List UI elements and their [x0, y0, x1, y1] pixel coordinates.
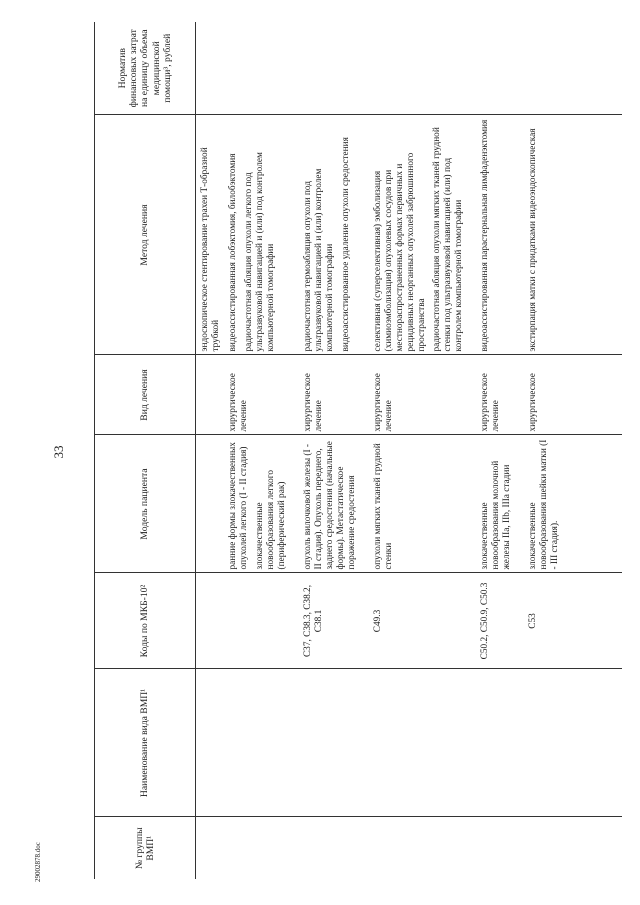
patient-model-cell: [373, 435, 481, 573]
header-vmp-type-name: Наименование вида ВМП¹: [95, 669, 196, 817]
patient-model-cell: [228, 435, 303, 573]
method-text: селективная (суперселективная) эмболизация (химиоэмболизация) опухолевых сосудов при местнораспространенных формах первичных и рецидивных неорганных опухолей забрюшинного пространства: [372, 152, 427, 352]
table-row: [480, 22, 528, 879]
header-group-number: № группы ВМП¹: [95, 817, 196, 879]
treatment-type-cell: хирургическое лечение: [228, 355, 303, 435]
table-row: [303, 22, 373, 879]
header-cost-standard: Норматив финансовых затрат на единицу объема медицинской помощи³, рублей: [95, 22, 196, 115]
method-text: видеоассистированное удаление опухоли средостения: [340, 137, 351, 352]
treatment-type-cell: хирургическое лечение: [303, 355, 373, 435]
method-text: видеоассистированная лобэктомия, билобэктомия: [227, 153, 238, 352]
method-cell: [303, 115, 373, 355]
method-cell: [480, 115, 528, 355]
patient-model-cell: [480, 435, 528, 573]
table-row: [373, 22, 481, 879]
method-text: радиочастотная термоабляция опухоли под ультразвуковой навигацией и (или) контролем компьютерной томографии: [302, 168, 335, 352]
header-icd10-codes: Коды по МКБ-10²: [95, 573, 196, 669]
rotated-table-container: [94, 22, 606, 879]
patient-model-text: злокачественные новообразования шейки матки (I - III стадия).: [528, 439, 561, 570]
patient-model-text: опухоли мягких тканей грудной стенки: [372, 443, 394, 570]
treatment-type-cell: хирургическое лечение: [373, 355, 481, 435]
method-text: экстирпация матки с придатками видеоэндоскопическая: [528, 128, 539, 352]
method-cell: [228, 115, 303, 355]
treatment-type-cell: хирургическое лечение: [480, 355, 528, 435]
patient-model-text: ранние формы злокачественных опухолей легкого (I - II стадия): [227, 442, 249, 570]
patient-model-cell: [528, 435, 622, 573]
icd-code-cell: C50.2, C50.9, C50.3: [480, 573, 528, 669]
method-text: видеоассистированная парастернальная лимфаденэктомия: [480, 119, 491, 352]
method-cell: [373, 115, 481, 355]
patient-model-cell: [303, 435, 373, 573]
vmp-table: [94, 22, 622, 879]
icd-code-cell: C37, C38.3, C38.2, C38.1: [303, 573, 373, 669]
method-text: радиочастотная абляция опухоли легкого под ультразвуковой навигацией и (или) под контролем компьютерной томографии: [243, 152, 276, 352]
method-cell: эндоскопическое стентирование трахеи Т-образной трубкой: [196, 115, 228, 355]
icd-code-cell: [228, 573, 303, 669]
page-number: 33: [51, 445, 66, 459]
header-patient-model: Модель пациента: [95, 435, 196, 573]
patient-model-text: опухоль вилочковой железы (I - II стадия). Опухоль переднего, заднего средостения (начальные формы). Метастатическое поражение средостения: [302, 441, 357, 570]
method-cell: [528, 115, 622, 355]
table-row: [228, 22, 303, 879]
document-file-code: 29002878.doc: [34, 842, 42, 882]
table-header-row: [95, 22, 196, 879]
table-row: [196, 22, 228, 879]
header-treatment-method: Метод лечения: [95, 115, 196, 355]
icd-code-cell: C53: [528, 573, 622, 669]
icd-code-cell: C49.3: [373, 573, 481, 669]
table-row: [528, 22, 622, 879]
patient-model-text: злокачественные новообразования молочной железы IIa, IIb, IIIa стадии: [480, 460, 513, 570]
treatment-type-cell: хирургическое: [528, 355, 622, 435]
patient-model-text: злокачественные новообразования легкого (периферический рак): [254, 470, 287, 570]
header-treatment-type: Вид лечения: [95, 355, 196, 435]
method-text: радиочастотная абляция опухоли мягких тканей грудной стенки под ультразвуковой навигацией (или) под контролем компьютерной томографии: [432, 127, 465, 352]
